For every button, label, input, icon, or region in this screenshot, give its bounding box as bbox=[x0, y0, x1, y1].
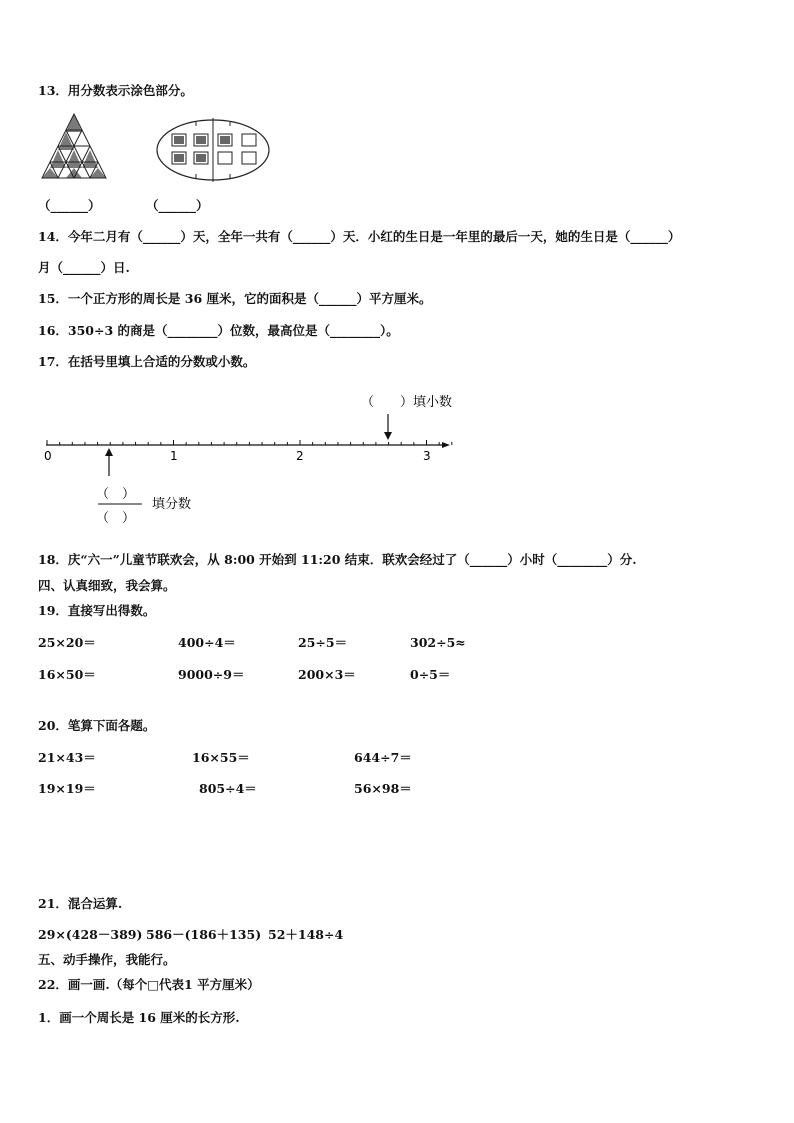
decimal-label: （ ）填小数 bbox=[361, 395, 453, 410]
q22-sub-1: 1．画一个周长是 16 厘米的长方形. bbox=[38, 1010, 240, 1025]
q19-expr: 9000÷9＝ bbox=[178, 667, 245, 682]
number-line bbox=[38, 388, 458, 538]
fraction-numerator-blank: （ ） bbox=[96, 487, 136, 502]
section-4-heading: 四、认真细致，我会算。 bbox=[38, 578, 176, 593]
q19-expr: 200×3＝ bbox=[298, 667, 356, 682]
section-5-heading: 五、动手操作，我能行。 bbox=[38, 952, 176, 967]
q13-answer-blank-2[interactable]: （______） bbox=[146, 198, 209, 213]
tick-label-2: 2 bbox=[296, 449, 304, 463]
q16-text: 16．350÷3 的商是（________）位数，最高位是（________）。 bbox=[38, 323, 399, 338]
q14-line-2: 月（______）日. bbox=[38, 260, 130, 275]
q19-expr: 302÷5≈ bbox=[410, 635, 466, 650]
q21-expr: 52＋148÷4 bbox=[268, 927, 344, 942]
oval-squares-figure bbox=[156, 116, 272, 184]
axis-arrow-icon bbox=[442, 442, 450, 448]
q19-expr: 25×20＝ bbox=[38, 635, 96, 650]
tick-label-0: 0 bbox=[44, 449, 52, 463]
q20-expr: 644÷7＝ bbox=[354, 750, 412, 765]
q21-expr: 586－(186＋135) bbox=[146, 927, 262, 942]
q20-expr: 19×19＝ bbox=[38, 781, 96, 796]
tick-marks bbox=[47, 440, 452, 445]
q15-text: 15．一个正方形的周长是 36 厘米，它的面积是（______）平方厘米。 bbox=[38, 291, 432, 306]
q19-title: 19．直接写出得数。 bbox=[38, 603, 156, 618]
q22-title: 22．画一画.（每个□代表1 平方厘米） bbox=[38, 977, 260, 992]
q20-title: 20．笔算下面各题。 bbox=[38, 718, 156, 733]
q20-expr: 56×98＝ bbox=[354, 781, 412, 796]
fraction-denominator-blank: （ ） bbox=[96, 511, 136, 526]
q20-expr: 21×43＝ bbox=[38, 750, 96, 765]
q21-title: 21．混合运算. bbox=[38, 896, 123, 911]
tick-label-3: 3 bbox=[423, 449, 431, 463]
q19-expr: 25÷5＝ bbox=[298, 635, 348, 650]
q21-expr: 29×(428－389) bbox=[38, 927, 143, 942]
tick-label-1: 1 bbox=[170, 449, 178, 463]
triangle-figure bbox=[40, 112, 108, 182]
q17-title: 17．在括号里填上合适的分数或小数。 bbox=[38, 354, 256, 369]
q13-title: 13．用分数表示涂色部分。 bbox=[38, 83, 193, 98]
q19-expr: 16×50＝ bbox=[38, 667, 96, 682]
q18-text: 18．庆“六一”儿童节联欢会，从 8:00 开始到 11:20 结束．联欢会经过了（______）小时（________）分. bbox=[38, 552, 637, 567]
fraction-label: 填分数 bbox=[152, 497, 192, 512]
q13-answer-blank-1[interactable]: （______） bbox=[38, 198, 101, 213]
q14-line-1: 14．今年二月有（______）天，全年一共有（______）天．小红的生日是一年里的最后一天，她的生日是（______） bbox=[38, 229, 681, 244]
q19-expr: 400÷4＝ bbox=[178, 635, 236, 650]
q20-expr: 805÷4＝ bbox=[199, 781, 257, 796]
q20-expr: 16×55＝ bbox=[192, 750, 250, 765]
q19-expr: 0÷5＝ bbox=[410, 667, 451, 682]
